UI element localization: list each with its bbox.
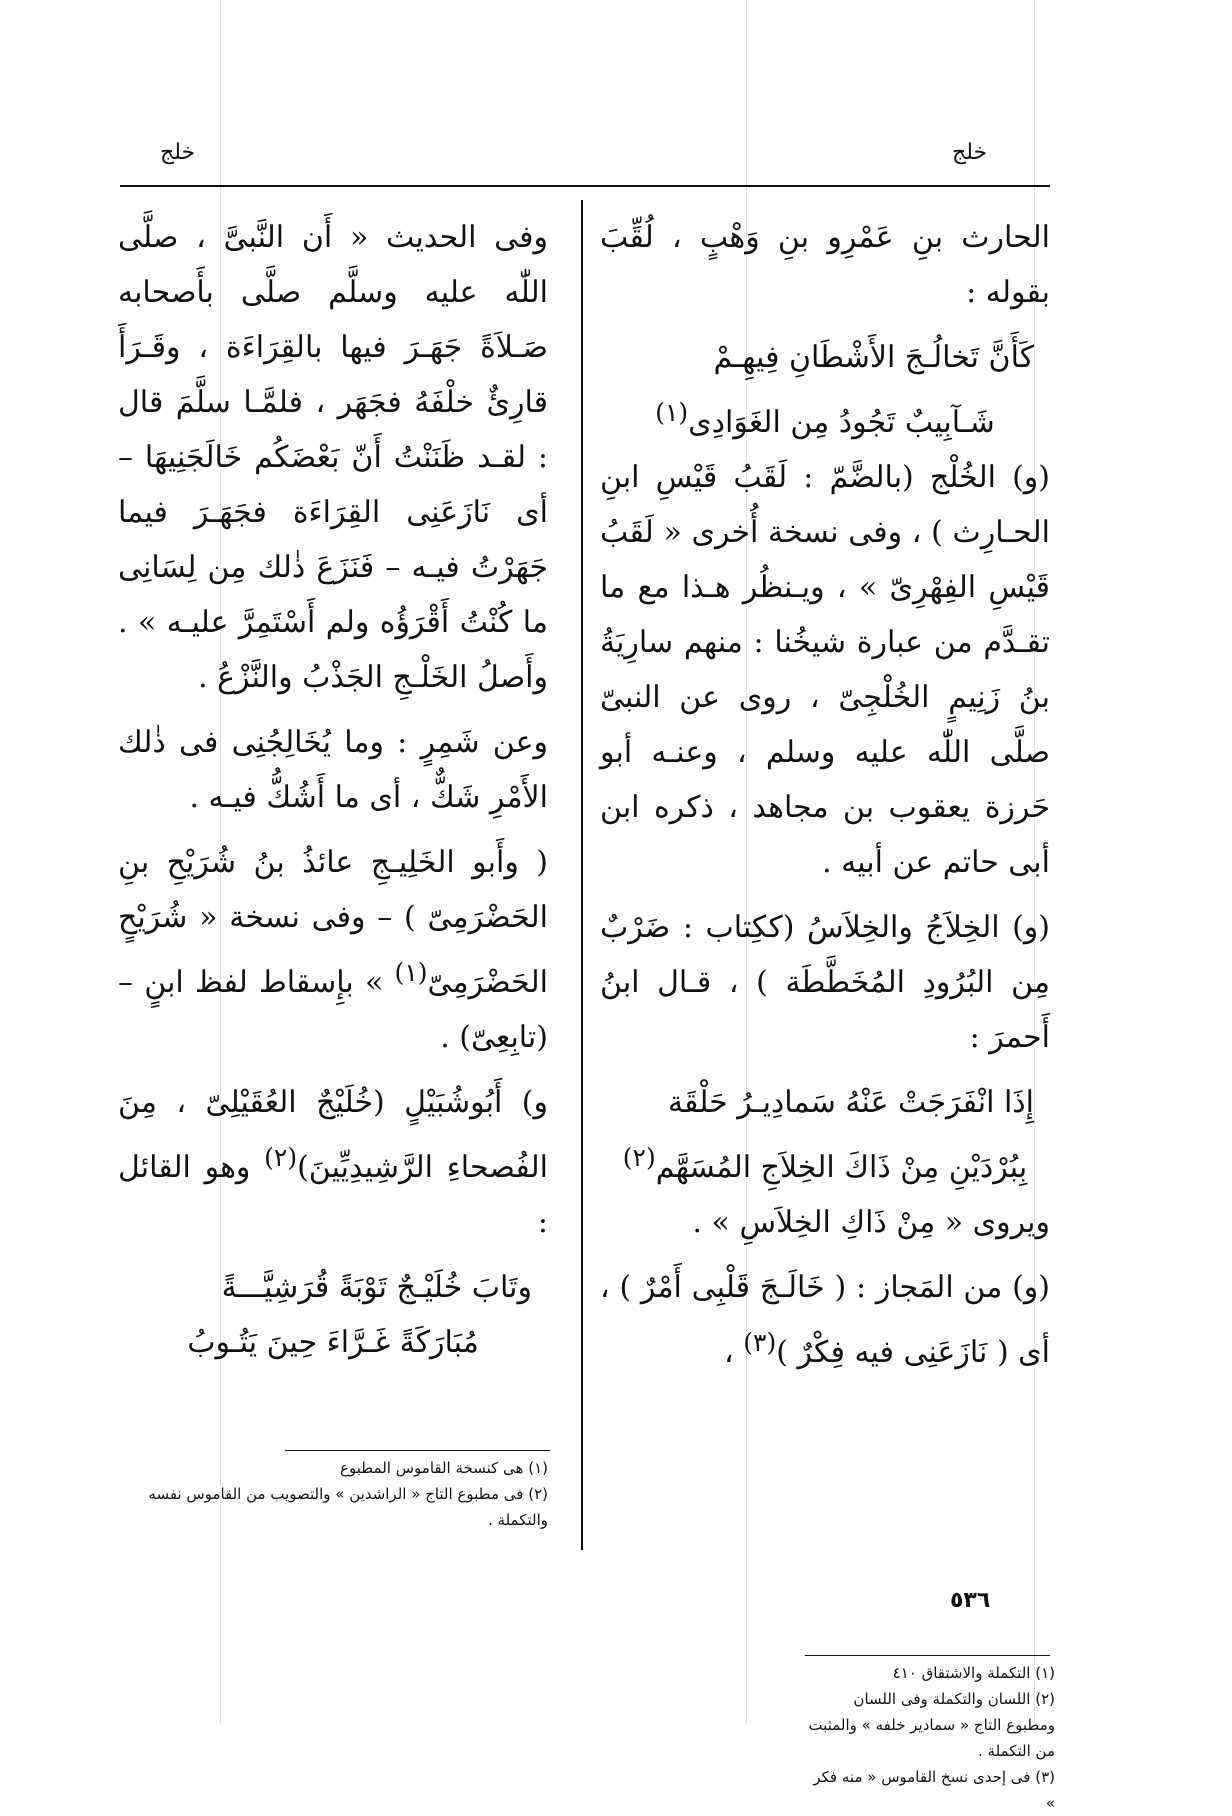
header-rule — [120, 185, 1050, 187]
running-header-left: خلج — [160, 140, 196, 165]
verse-line: إِذَا انْفَرَجَتْ عَنْهُ سَمادِيـرُ حَلْقَة — [667, 1085, 1034, 1120]
footnote-marker: (٢) — [622, 1143, 656, 1172]
paragraph: (و) الخُلْج (بالضَّمّ : لَقَبُ قَيْسِ ابنِ الحـارِث ) ، وفى نسخة أُخرى « لَقَبُ قَيْسِ الفِهْرِىّ » ، ويـنظُر هـذا مع ما تقـدَّم من عبارة شيخُنا : منهم سارِيَةُ بنُ زَنِيمٍ الخُلْجِىّ ، روى عن النبىّ صلَّى اللّٰه عليه وسلم ، وعنـه أبو حَرزة يعقوب بن مجاهد ، ذكره ابن أبى حاتم عن أبيه . — [600, 460, 1050, 880]
paragraph-text: و) أَبُوشُبَيْلٍ (خُلَيْجٌ العُقَيْلِىّ ، مِنَ الفُصحاءِ الرَّشِيدِيِّينَ) — [118, 1085, 548, 1185]
column-divider — [581, 200, 583, 1550]
footnotes-right — [805, 1660, 1055, 1816]
paragraph: وفى الحديث « أَن النَّبىَّ ، صلَّى اللّٰه عليه وسلَّم صلَّى بأَصحابه صَـلاَةً جَهَـرَ فيها بالقِرَاءَة ، وقَـرَأَ قارِئٌ خلْفَهُ فجَهَر ، فلمَّـا سلَّمَ قال : لقـد ظَنَنْتُ أَنّ بَعْضَكُم خَالَجَنِيهَا – أى نَازَعَنِى القِرَاءَة فجَهَـرَ فيما جَهَرْتُ فيـه – فَنَزَعَ ذٰلك مِن لِسَانِى ما كُنْتُ أَقْرَؤُه ولم أَسْتَمِرَّ عليـه » . وأَصلُ الخَلْـجِ الجَذْبُ والنَّزْعُ . — [118, 220, 548, 695]
paragraph — [118, 835, 548, 1065]
paragraph — [118, 1075, 548, 1250]
footnote-marker: (٣) — [743, 1328, 777, 1357]
verse-line — [600, 385, 1050, 450]
verse-line: كَأَنَّ تَخالُـجَ الأَشْطَانِ فِيهِـمْ — [713, 340, 1034, 375]
footnote: (٢) فى مطبوع التاج « الراشدين » والتصويب من القاموس نفسه والتكملة . — [148, 1485, 548, 1529]
verse-line: مُبَارَكَةً غَـرَّاءَ حِينَ يَتُـوبُ — [187, 1325, 479, 1360]
footnote: (١) هى كنسخة القاموس المطبوع — [340, 1459, 548, 1477]
footnote: (٢) اللسان والتكملة وفى اللسان ومطبوع التاج « سمادير خلفه » والمثبت من التكملة . — [808, 1690, 1055, 1760]
paragraph-text: » بإِسقاط لفظ ابنٍ – (تابِعِىّ) . — [118, 965, 548, 1055]
paragraph: الحارث بنِ عَمْرِو بنِ وَهْبٍ ، لُقِّبَ بقوله : — [600, 220, 1050, 310]
paragraph-text: (و) من المَجاز : ( خَالَـجَ قَلْبِى أَمْرٌ ) ، أى ( نَازَعَنِى فيه فِكْرٌ ) — [600, 1270, 1050, 1370]
paragraph-text: ، — [724, 1335, 744, 1370]
verse-line — [600, 1130, 1050, 1195]
right-column — [600, 210, 1050, 1390]
footnote: (٣) فى إحدى نسخ القاموس « منه فكر » — [813, 1768, 1055, 1812]
verse-text: بِبُرْدَيْنِ مِنْ ذَاكَ الخِلاَجِ المُسَهَّم — [655, 1150, 1028, 1185]
verse-line: وتَابَ خُلَيْـجٌ تَوْبَةً قُرَشِيَّـــةً — [221, 1270, 532, 1305]
footnote-marker: (٢) — [264, 1143, 298, 1172]
paragraph-text: ( وأَبو الخَلِيـجِ عائذُ بنُ شُرَيْحِ بنِ الحَضْرَمِىّ ) – وفى نسخة « شُرَيْحٍ الحَضْرَمِىّ — [118, 845, 548, 1000]
verse-text: شَـآبِيبٌ تَجُودُ مِن الغَوَادِى — [688, 405, 995, 440]
left-column — [118, 210, 548, 1370]
footnotes-left — [118, 1455, 548, 1533]
running-header-right: خلج — [952, 140, 988, 165]
footnote-marker: (١) — [655, 398, 689, 427]
footnote-marker: (١) — [394, 958, 428, 987]
paragraph: وعن شَمِرٍ : وما يُخَالِجُنِى فى ذٰلك الأَمْرِ شَكٌّ ، أى ما أَشُكُّ فيـه . — [118, 725, 548, 815]
paragraph — [600, 1260, 1050, 1380]
paragraph-text: وهو القائل : — [118, 1150, 548, 1240]
footnote: (١) التكملة والاشتقاق ٤١٠ — [892, 1664, 1055, 1682]
paragraph: ويروى « مِنْ ذَاكِ الخِلاَسِ » . — [692, 1205, 1050, 1240]
paragraph: (و) الخِلاَجُ والخِلاَسُ (ككِتاب : ضَرْبٌ مِن البُرُودِ المُخَطَّطَة ) ، قـال ابنُ أَحمرَ : — [600, 910, 1050, 1055]
footnote-rule — [285, 1450, 550, 1451]
page-number: ٥٣٦ — [950, 1588, 991, 1613]
footnote-rule — [805, 1655, 1050, 1656]
